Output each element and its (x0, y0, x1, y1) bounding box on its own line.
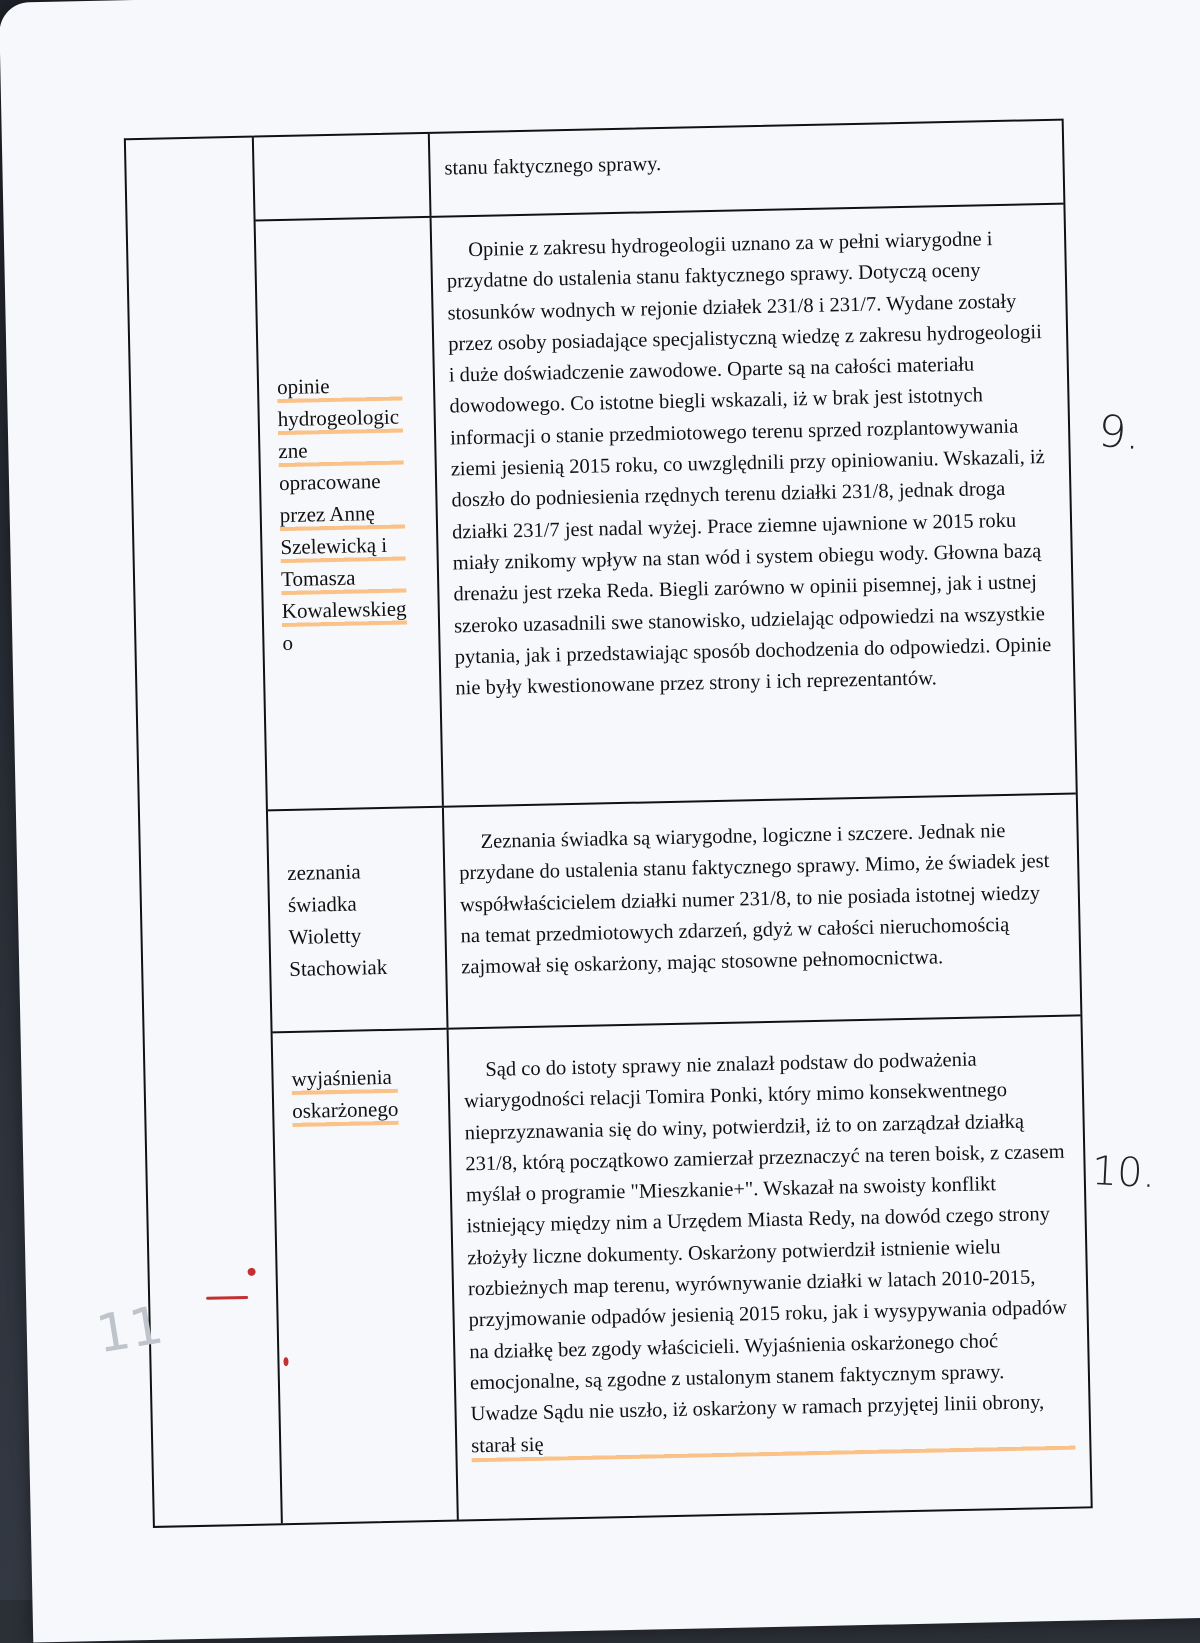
handwritten-page-number: 9. (1096, 405, 1143, 461)
row-label (268, 808, 449, 1032)
label-line: Stachowiak (289, 954, 388, 981)
label-line: Szelewicką i (280, 528, 405, 563)
row-label (256, 218, 444, 810)
label-line: oskarżonego (292, 1093, 399, 1127)
table-row-hydrogeology (256, 205, 1076, 812)
label-line: świadka (287, 891, 357, 917)
opinion-paragraph: Opinie z zakresu hydrogeologii uznano za w pełni wiarygodne i przydatne do ustalenia stanu faktycznego sprawy. Dotyczą oceny stosunków wodnych w rejonie działek 231/8 i 231/7. Wydane zostały przez osoby posiadające specjalistyczną wiedzę z zakresu hydrogeologii i duże doświadczenie zawodowe. Oparte są na całości materiału dowodowego. Co istotne biegli wskazali, iż w brak jest istotnych informacji o stanie przedmiotowego terenu sprzed rozplantowywania ziemi jesienią 2015 roku, co uwzględnili przy opiniowaniu. Wskazali, iż doszło do podniesienia rzędnych terenu działki 231/8, jednak droga działki 231/7 jest nadal wyżej. Prace ziemne ujawnione w 2015 roku miały znikomy wpływ na stan wód i system obiegu wody. Głowna bazą drenażu jest rzeka Reda. Biegli zarówno w opinii pisemnej, jak i ustnej szeroko uzasadnili swe stanowisko, udzielając odpowiedzi na wszystkie pytania, jak i przedstawiając sposób dochodzenia do odpowiedzi. Opinie nie były kwestionowane przez strony i ich reprezentantów. (446, 228, 1052, 700)
table-row-defendant (273, 1016, 1091, 1523)
label-line: o (282, 630, 294, 656)
red-ink-dot (283, 1357, 288, 1366)
label-line: hydrogeologic (277, 400, 402, 435)
evidence-table (124, 119, 1093, 1528)
faint-page-number: 11 (92, 1295, 168, 1366)
label-line: Tomasza (281, 560, 406, 595)
table-row-witness (268, 794, 1080, 1033)
label-line: opinie (277, 368, 402, 403)
label-line: Kowalewskieg (281, 592, 406, 627)
label-line: opracowane (278, 468, 381, 496)
label-line: wyjaśnienia (291, 1061, 398, 1095)
row-text (444, 794, 1080, 1027)
label-line: przez Annę (279, 496, 404, 531)
row-text (432, 205, 1076, 806)
row-label (273, 1030, 459, 1524)
row-text (430, 121, 1064, 216)
handwritten-page-number: 10. (1090, 1148, 1157, 1198)
label-line: zne (278, 432, 403, 467)
row-text (449, 1016, 1091, 1519)
continuation-text: stanu faktycznego sprawy. (444, 153, 662, 180)
defendant-paragraph: Sąd co do istoty sprawy nie znalazł podstaw do podważenia wiarygodności relacji Tomira Ponki, który mimo konsekwentnego nieprzyznawania się do winy, potwierdził, iż to on zarządzał działką 231/8, którą początkowo zamierzał przeznaczyć na teren boisk, z czasem myślał o programie "Mieszkanie+". Wskazał na swoisty konflikt istniejący między nim a Urzędem Miasta Redy, na dowód czego strony złożyły liczne dokumenty. Oskarżony potwierdził istnienie wielu rozbieżnych map terenu, wyrównywanie działki w latach 2010-2015, przyjmowanie odpadów jesienią 2015 roku, jak i wysypywania odpadów na działkę bez zgody właścicieli. Wyjaśnienia oskarżonego choć emocjonalne, są zgodne z ustalonym stanem faktycznym sprawy. Uwadze Sądu nie uszło, iż oskarżony w ramach przyjętej linii obrony, starał się (463, 1043, 1075, 1462)
row-label (254, 134, 432, 220)
label-line: zeznania (286, 859, 361, 886)
label-line: Wioletty (288, 923, 362, 949)
witness-paragraph: Zeznania świadka są wiarygodne, logiczne i szczere. Jednak nie przydane do ustalenia stanu faktycznego sprawy. Mimo, że świadek jest współwłaścicielem działki numer 231/8, to nie posiada istotnej wiedzy na temat przedmiotowych zdarzeń, gdyż w całości nieruchomością zajmował się oskarżony, mając stosowne pełnomocnictwa. (459, 819, 1050, 979)
